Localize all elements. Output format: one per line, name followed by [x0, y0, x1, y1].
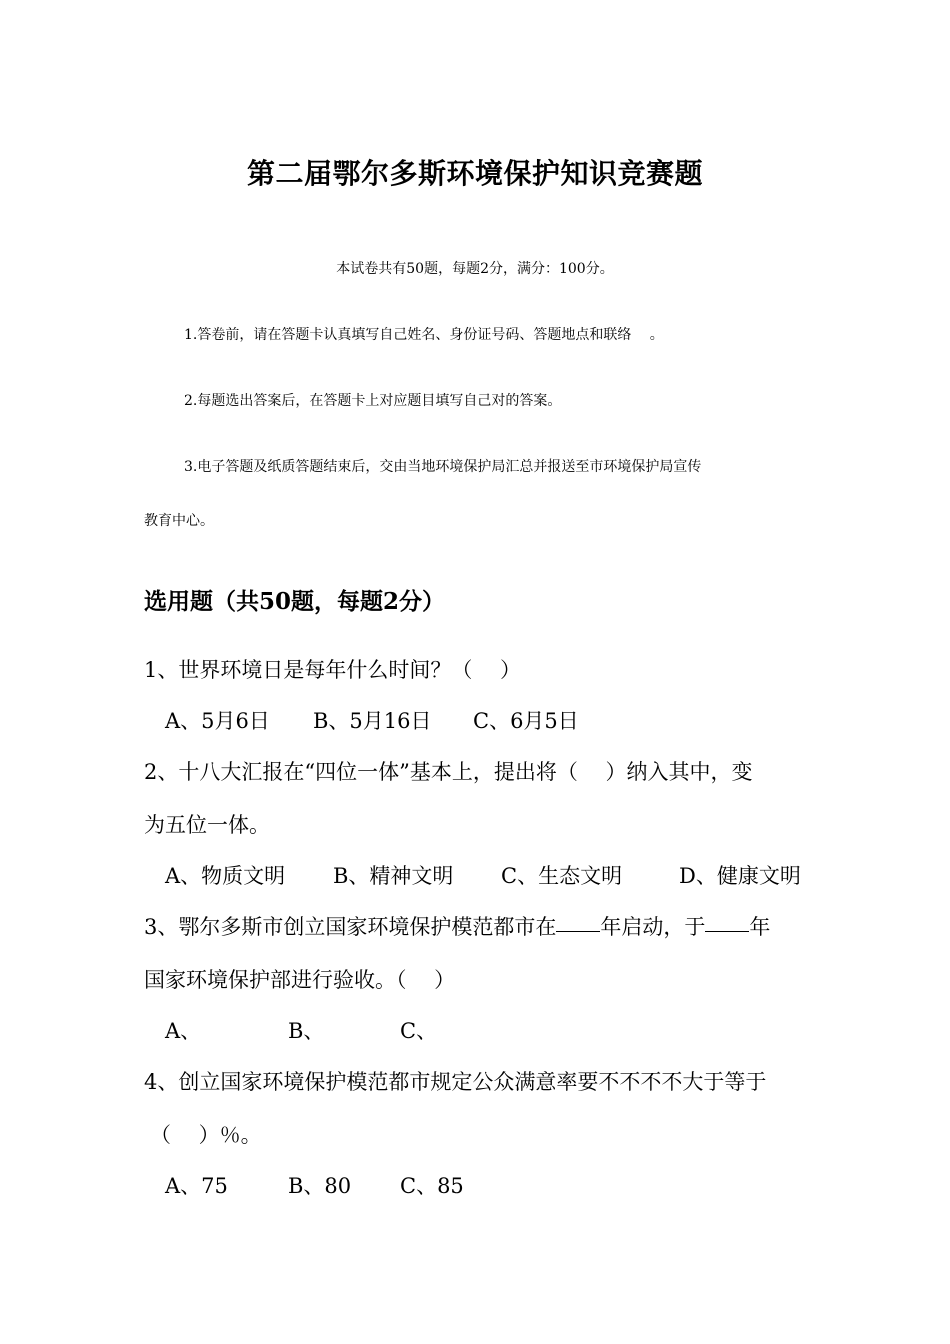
option-c: C、85 [400, 1174, 464, 1198]
question-3-options [165, 1015, 437, 1045]
option-b: B、精神文明 [333, 864, 454, 888]
option-d: D、健康文明 [679, 864, 801, 888]
option-a: A、75 [165, 1174, 228, 1198]
question-3-text-c: 年 [749, 915, 771, 939]
option-a: A、 [165, 1019, 202, 1043]
option-c: C、6月5日 [473, 709, 579, 733]
page-title: 第二届鄂尔多斯环境保护知识竞赛题 [246, 157, 703, 190]
option-b: B、80 [288, 1174, 352, 1198]
answer-blank [556, 930, 600, 932]
instruction-2: 2.每题选出答案后，在答题卡上对应题目填写自己对的答案。 [184, 393, 562, 409]
option-a: A、5月6日 [165, 709, 270, 733]
instruction-3-continued: 教育中心。 [144, 513, 214, 529]
instruction-1: 1.答卷前，请在答题卡认真填写自己姓名、身份证号码、答题地点和联络 。 [184, 327, 664, 343]
question-1-options [165, 705, 579, 735]
section-heading: 选用题（共50题，每题2分） [144, 588, 446, 615]
question-4-options [165, 1170, 464, 1200]
question-3-text-a: 3、鄂尔多斯市创立国家环境保护模范都市在 [144, 915, 557, 939]
option-a: A、物质文明 [165, 864, 286, 888]
instruction-3: 3.电子答题及纸质答题结束后，交由当地环境保护局汇总并报送至市环境保护局宣传 [184, 459, 702, 475]
option-b: B、 [288, 1019, 325, 1043]
option-c: C、生态文明 [501, 864, 623, 888]
question-2: 2、十八大汇报在“四位一体”基本上，提出将（ ）纳入其中，变 [144, 760, 753, 784]
question-3-continued: 国家环境保护部进行验收。（ ） [144, 968, 456, 992]
exam-summary: 本试卷共有50题，每题2分，满分：100分。 [336, 261, 614, 277]
answer-blank [705, 930, 749, 932]
question-4-continued: （ ）％。 [150, 1123, 262, 1147]
option-c: C、 [400, 1019, 438, 1043]
question-1: 1、世界环境日是每年什么时间？（ ） [144, 658, 522, 682]
option-b: B、5月16日 [313, 709, 432, 733]
question-3-text-b: 年启动，于 [600, 915, 706, 939]
question-4: 4、创立国家环境保护模范都市规定公众满意率要不不不不大于等于 [144, 1070, 767, 1094]
question-2-continued: 为五位一体。 [144, 813, 270, 837]
question-3 [144, 911, 770, 941]
question-2-options [165, 860, 801, 890]
